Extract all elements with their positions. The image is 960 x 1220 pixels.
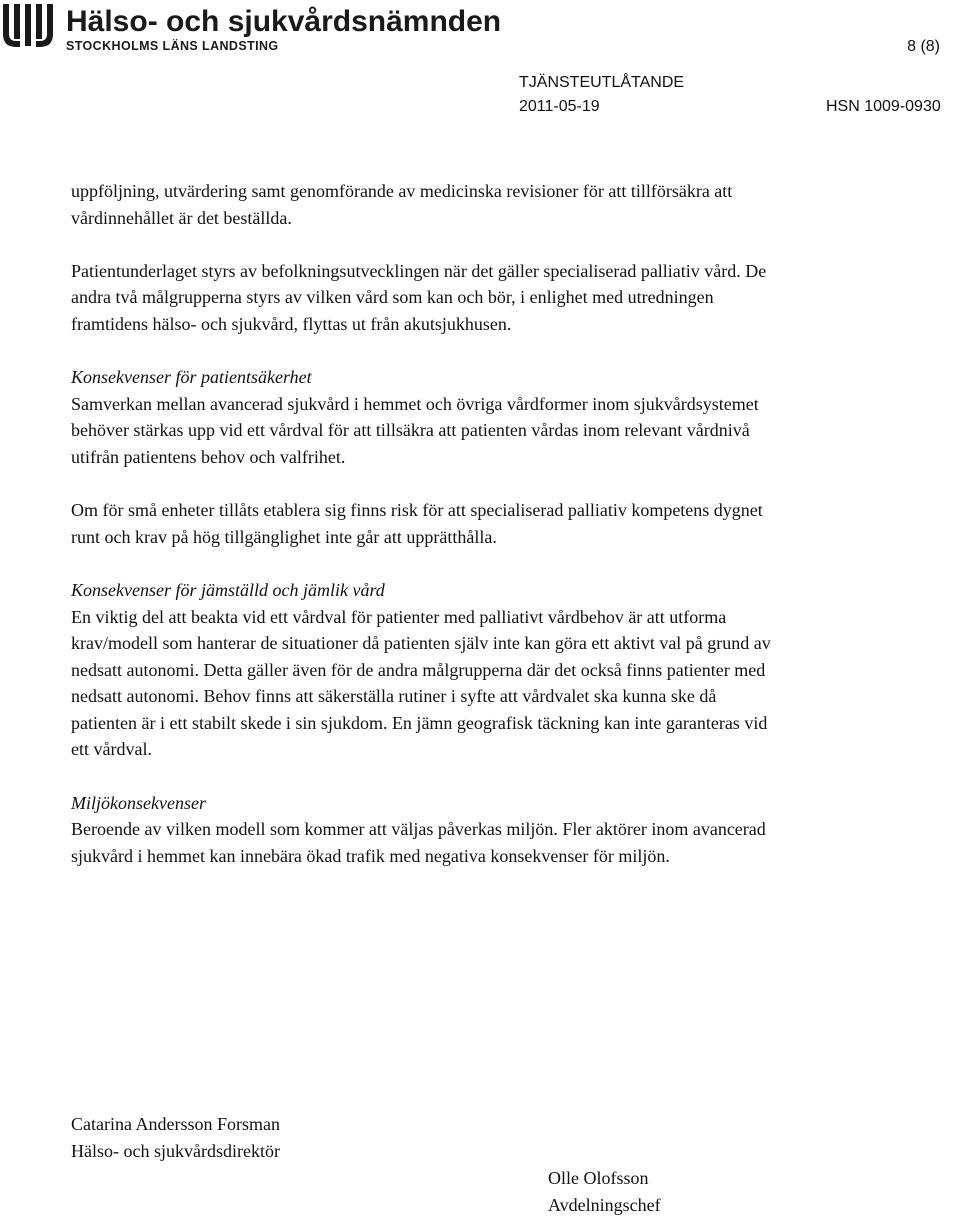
- document-type: TJÄNSTEUTLÅTANDE: [519, 74, 685, 91]
- signatory-name: Olle Olofsson: [548, 1168, 649, 1188]
- paragraph: Samverkan mellan avancerad sjukvård i hemmet och övriga vårdformer inom sjukvårdsystemet behöver stärkas upp vid ett vårdval för att tillsäkra att patienten vårdas inom relevant vårdnivå utifrån patientens behov och valfrihet.: [71, 393, 759, 467]
- organization-subtitle: STOCKHOLMS LÄNS LANDSTING: [66, 39, 279, 53]
- section-heading-equality: Konsekvenser för jämställd och jämlik vård: [71, 579, 385, 600]
- paragraph: Patientunderlaget styrs av befolkningsutvecklingen när det gäller specialiserad palliativ vård. De andra två målgrupperna styrs av vilken vård som kan och bör, i enlighet med utredningen framtidens hälso- och sjukvård, flyttas ut från akutsjukhusen.: [71, 260, 767, 334]
- signatory-name: Catarina Andersson Forsman: [71, 1114, 280, 1134]
- paragraph: Beroende av vilken modell som kommer att väljas påverkas miljön. Fler aktörer inom avancerad sjukvård i hemmet kan innebära ökad trafik med negativa konsekvenser för miljön.: [71, 819, 766, 866]
- document-date: 2011-05-19: [519, 98, 600, 115]
- county-council-logo-icon: [2, 3, 58, 49]
- section-heading-patient-safety: Konsekvenser för patientsäkerhet: [71, 367, 312, 388]
- signatory-title: Avdelningschef: [548, 1195, 661, 1215]
- document-body: [71, 178, 771, 869]
- organization-logo: [2, 3, 501, 53]
- signature-block-left: [71, 1111, 280, 1165]
- paragraph: En viktig del att beakta vid ett vårdval för patienter med palliativt vårdbehov är att utforma krav/modell som hanterar de situationer då patienten själv inte kan göra ett aktivt val på grund av nedsatt autonomi. Detta gäller även för de andra målgrupperna där det också finns patienter med nedsatt autonomi. Behov finns att säkerställa rutiner i syfte att vårdvalet ska kunna ske då patienten är i ett stabilt skede i sin sjukdom. En jämn geografisk täckning kan inte garanteras vid ett vårdval.: [71, 606, 771, 760]
- document-reference: HSN 1009-0930: [826, 98, 941, 115]
- page-number: 8 (8): [907, 38, 940, 55]
- paragraph: Om för små enheter tillåts etablera sig finns risk för att specialiserad palliativ kompetens dygnet runt och krav på hög tillgänglighet inte går att upprätthålla.: [71, 500, 763, 547]
- signatory-title: Hälso- och sjukvårdsdirektör: [71, 1141, 280, 1161]
- organization-name: Hälso- och sjukvårdsnämnden: [66, 5, 502, 38]
- paragraph: uppföljning, utvärdering samt genomförande av medicinska revisioner för att tillförsäkra att vårdinnehållet är det beställda.: [71, 181, 733, 228]
- signature-block-right: [548, 1165, 661, 1219]
- section-heading-environment: Miljökonsekvenser: [71, 792, 206, 813]
